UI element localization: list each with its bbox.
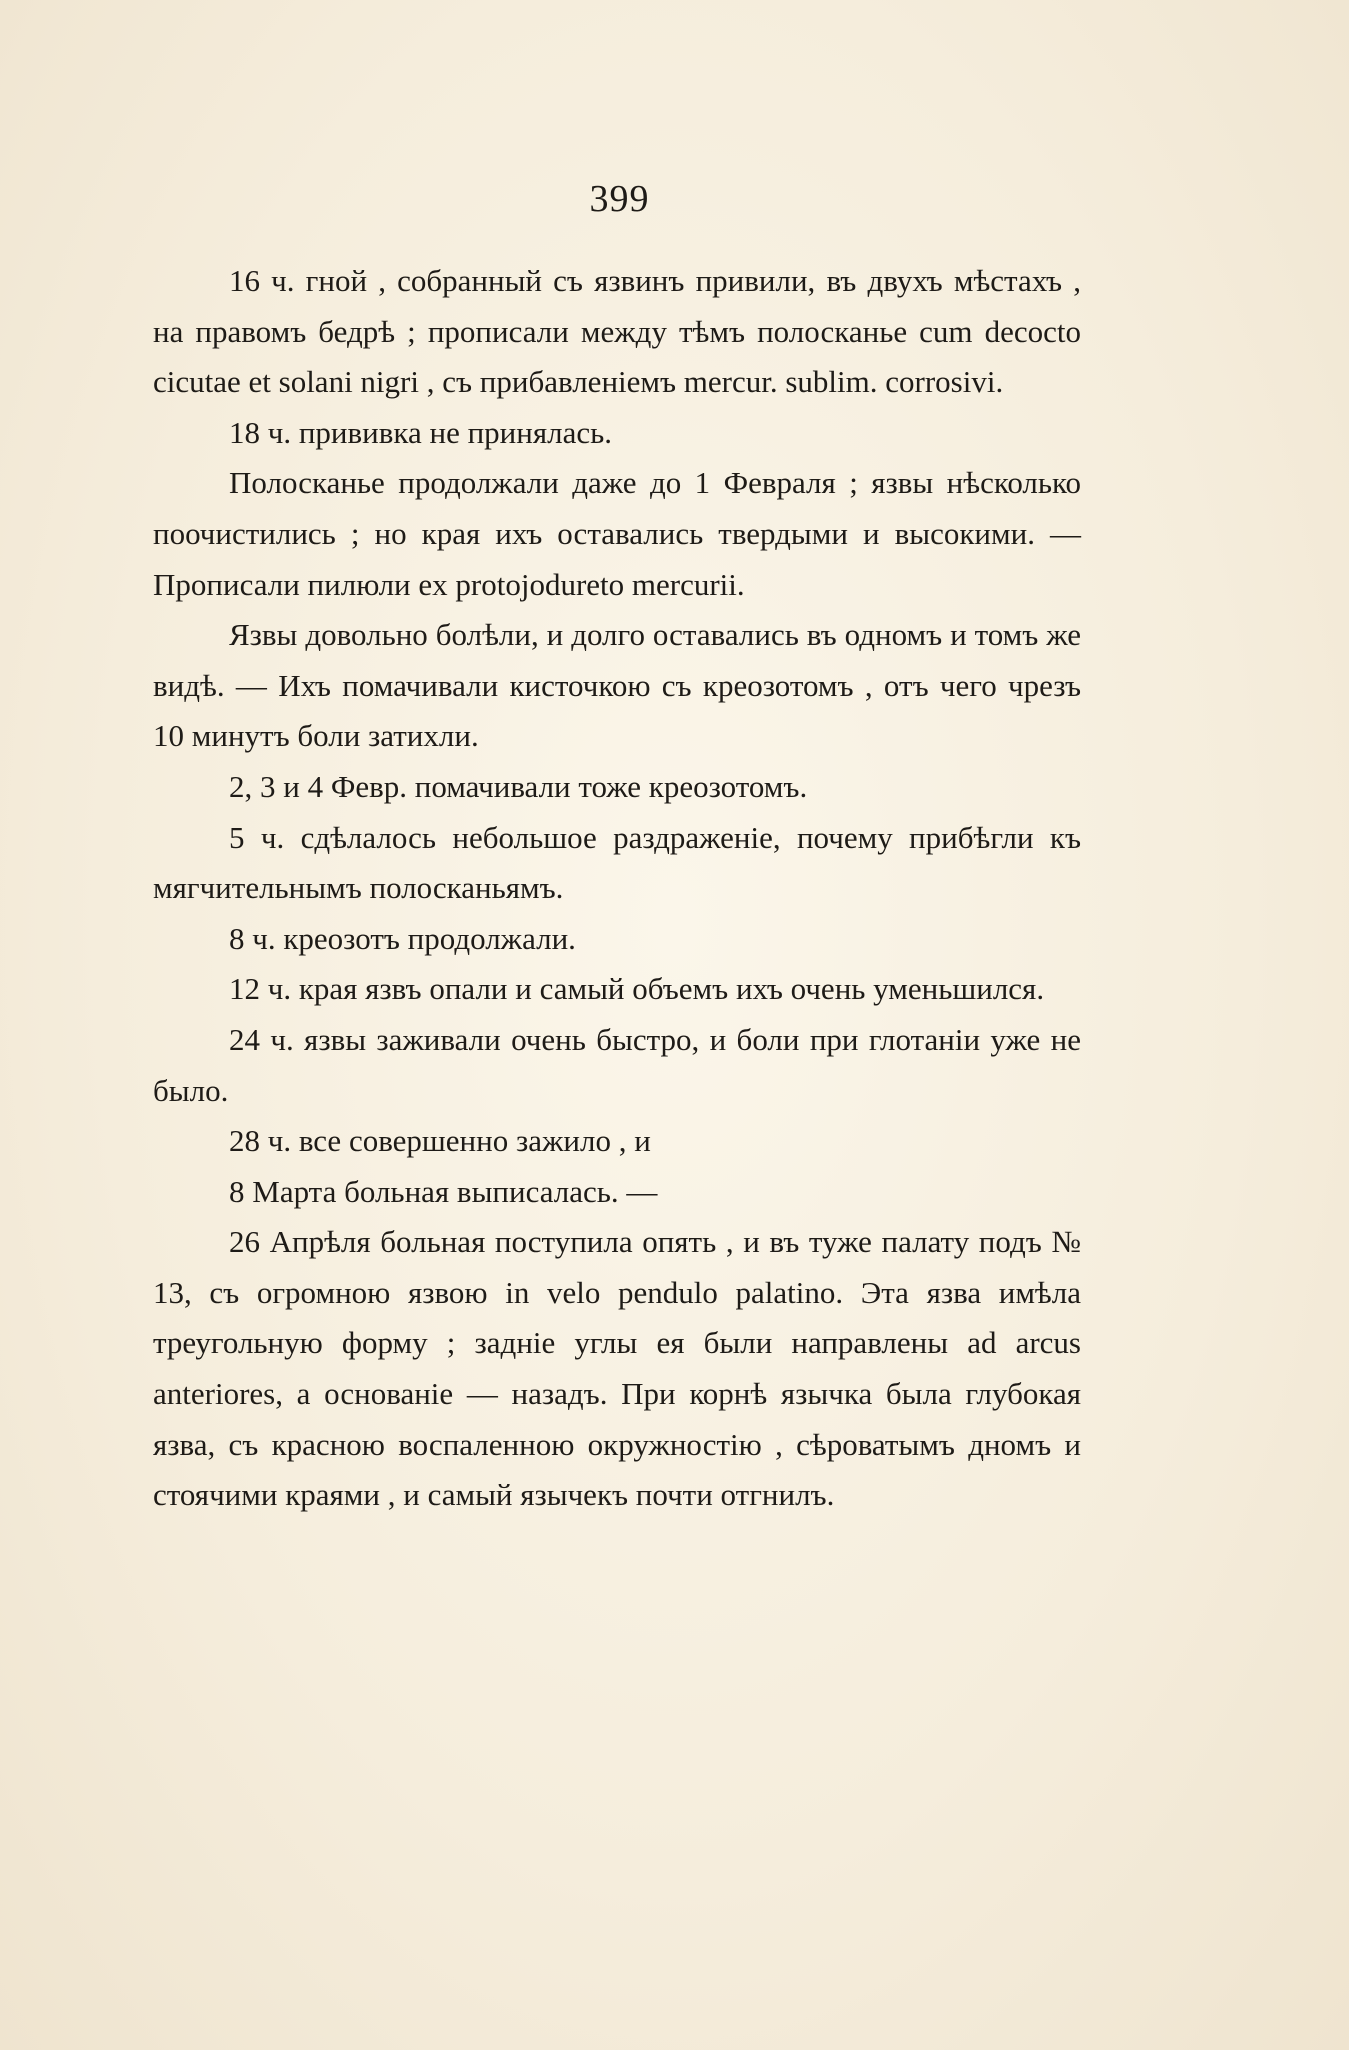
paragraph-11: 8 Марта больная выписалась. — [229, 1173, 658, 1209]
paragraph-1: 16 ч. гной , собранный съ язвинъ привили, въ двухъ мѣстахъ , на правомъ бедрѣ ; прописали между тѣмъ полосканье cum decocto cicutae et solani nigri , съ прибавленіемъ mercur. sublim. corrosivi. [153, 263, 1081, 400]
paragraph-4: Язвы довольно болѣли, и долго оставались въ одномъ и томъ же видѣ. — Ихъ помачивали кисточкою съ креозотомъ , отъ чего чрезъ 10 минутъ боли затихли. [153, 617, 1081, 754]
paragraph-3: Полосканье продолжали даже до 1 Февраля ; язвы нѣсколько поочистились ; но края ихъ оставались твердыми и высокими. — Прописали пилюли ex protojodureto mercurii. [153, 465, 1081, 602]
body-text [153, 256, 1081, 1521]
paragraph-8: 12 ч. края язвъ опали и самый объемъ ихъ очень уменьшился. [229, 971, 1045, 1007]
paragraph-5: 2, 3 и 4 Февр. помачивали тоже креозотомъ. [229, 768, 808, 804]
page-number: 399 [589, 178, 650, 220]
paragraph-7: 8 ч. креозотъ продолжали. [229, 920, 576, 956]
paragraph-12: 26 Апрѣля больная поступила опять , и въ туже палату подъ № 13, съ огромною язвою in velo pendulo palatino. Эта язва имѣла треугольную форму ; задніе углы ея были направлены ad arcus anteriores, а основаніе — назадъ. При корнѣ язычка была глубокая язва, съ красною воспаленною окружностію , сѣроватымъ дномъ и стоячими краями , и самый язычекъ почти отгнилъ. [153, 1224, 1081, 1513]
paragraph-9: 24 ч. язвы заживали очень быстро, и боли при глотаніи уже не было. [153, 1021, 1081, 1108]
paragraph-10: 28 ч. все совершенно зажило , и [229, 1123, 651, 1159]
paragraph-2: 18 ч. прививка не принялась. [229, 414, 612, 450]
paragraph-6: 5 ч. сдѣлалось небольшое раздраженіе, почему прибѣгли къ мягчительнымъ полосканьямъ. [153, 819, 1081, 906]
